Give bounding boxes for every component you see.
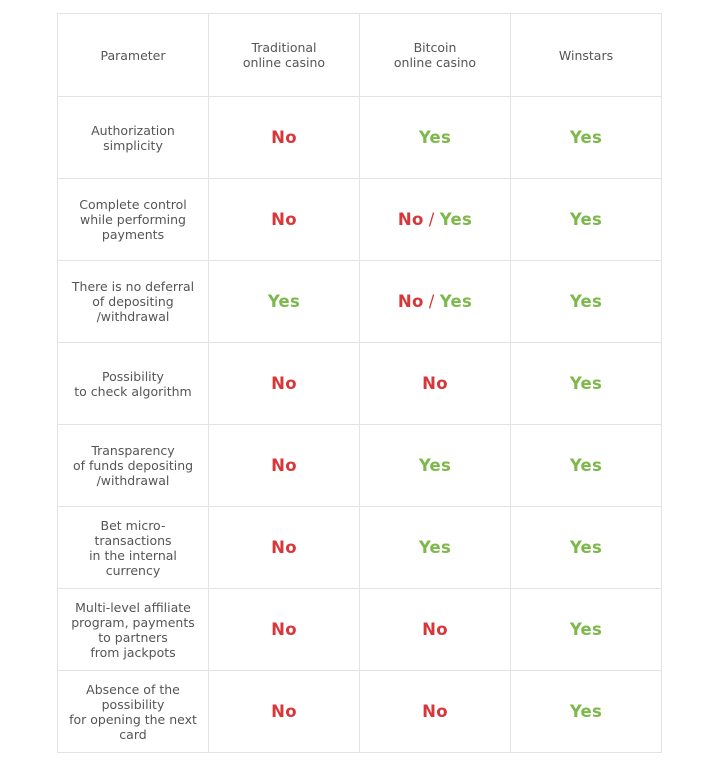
no-value: No: [271, 620, 297, 639]
winstars-cell: [511, 671, 662, 753]
comparison-table: [57, 13, 662, 753]
yes-value: Yes: [267, 292, 301, 311]
parameter-cell: Complete control while performing payments: [58, 179, 209, 261]
bitcoin-cell: [360, 343, 511, 425]
value-separator: /: [428, 292, 435, 311]
value-separator: /: [428, 210, 435, 229]
traditional-cell: [209, 261, 360, 343]
traditional-cell: [209, 97, 360, 179]
table-row: [58, 507, 662, 589]
yes-value: Yes: [569, 128, 603, 147]
winstars-cell: [511, 261, 662, 343]
parameter-cell: Transparency of funds depositing /withdrawal: [58, 425, 209, 507]
winstars-cell: [511, 507, 662, 589]
traditional-cell: [209, 179, 360, 261]
bitcoin-cell: [360, 425, 511, 507]
table-header-row: [58, 14, 662, 97]
yes-value: Yes: [418, 456, 452, 475]
bitcoin-cell: [360, 671, 511, 753]
yes-value: Yes: [439, 210, 473, 229]
no-value: No: [271, 210, 297, 229]
yes-value: Yes: [569, 702, 603, 721]
traditional-cell: [209, 589, 360, 671]
table-row: [58, 261, 662, 343]
no-value: No: [271, 538, 297, 557]
yes-value: Yes: [418, 128, 452, 147]
parameter-cell: Authorization simplicity: [58, 97, 209, 179]
no-value: No: [271, 374, 297, 393]
yes-value: Yes: [569, 620, 603, 639]
traditional-cell: [209, 507, 360, 589]
no-value: No: [271, 702, 297, 721]
header-traditional-casino: Traditional online casino: [209, 14, 360, 97]
traditional-cell: [209, 425, 360, 507]
winstars-cell: [511, 179, 662, 261]
yes-value: Yes: [418, 538, 452, 557]
bitcoin-cell: [360, 97, 511, 179]
no-value: No: [422, 374, 448, 393]
bitcoin-cell: [360, 507, 511, 589]
parameter-cell: Possibility to check algorithm: [58, 343, 209, 425]
no-value: No: [397, 210, 424, 229]
no-value: No: [271, 128, 297, 147]
bitcoin-cell: [360, 179, 511, 261]
yes-value: Yes: [569, 210, 603, 229]
header-winstars: Winstars: [511, 14, 662, 97]
table-row: [58, 425, 662, 507]
table-row: [58, 671, 662, 753]
yes-value: Yes: [569, 538, 603, 557]
no-value: No: [271, 456, 297, 475]
table-row: [58, 343, 662, 425]
yes-value: Yes: [569, 292, 603, 311]
comparison-table-container: [57, 13, 662, 753]
traditional-cell: [209, 671, 360, 753]
table-row: [58, 589, 662, 671]
parameter-cell: Multi-level affiliate program, payments to partners from jackpots: [58, 589, 209, 671]
yes-value: Yes: [569, 374, 603, 393]
no-value: No: [422, 702, 448, 721]
header-parameter: Parameter: [58, 14, 209, 97]
winstars-cell: [511, 589, 662, 671]
parameter-cell: Bet micro-transactions in the internal currency: [58, 507, 209, 589]
bitcoin-cell: [360, 589, 511, 671]
table-row: [58, 179, 662, 261]
traditional-cell: [209, 343, 360, 425]
parameter-cell: There is no deferral of depositing /withdrawal: [58, 261, 209, 343]
parameter-cell: Absence of the possibility for opening the next card: [58, 671, 209, 753]
yes-value: Yes: [569, 456, 603, 475]
header-bitcoin-casino: Bitcoin online casino: [360, 14, 511, 97]
yes-value: Yes: [439, 292, 473, 311]
winstars-cell: [511, 425, 662, 507]
winstars-cell: [511, 343, 662, 425]
winstars-cell: [511, 97, 662, 179]
table-row: [58, 97, 662, 179]
no-value: No: [397, 292, 424, 311]
no-value: No: [422, 620, 448, 639]
bitcoin-cell: [360, 261, 511, 343]
